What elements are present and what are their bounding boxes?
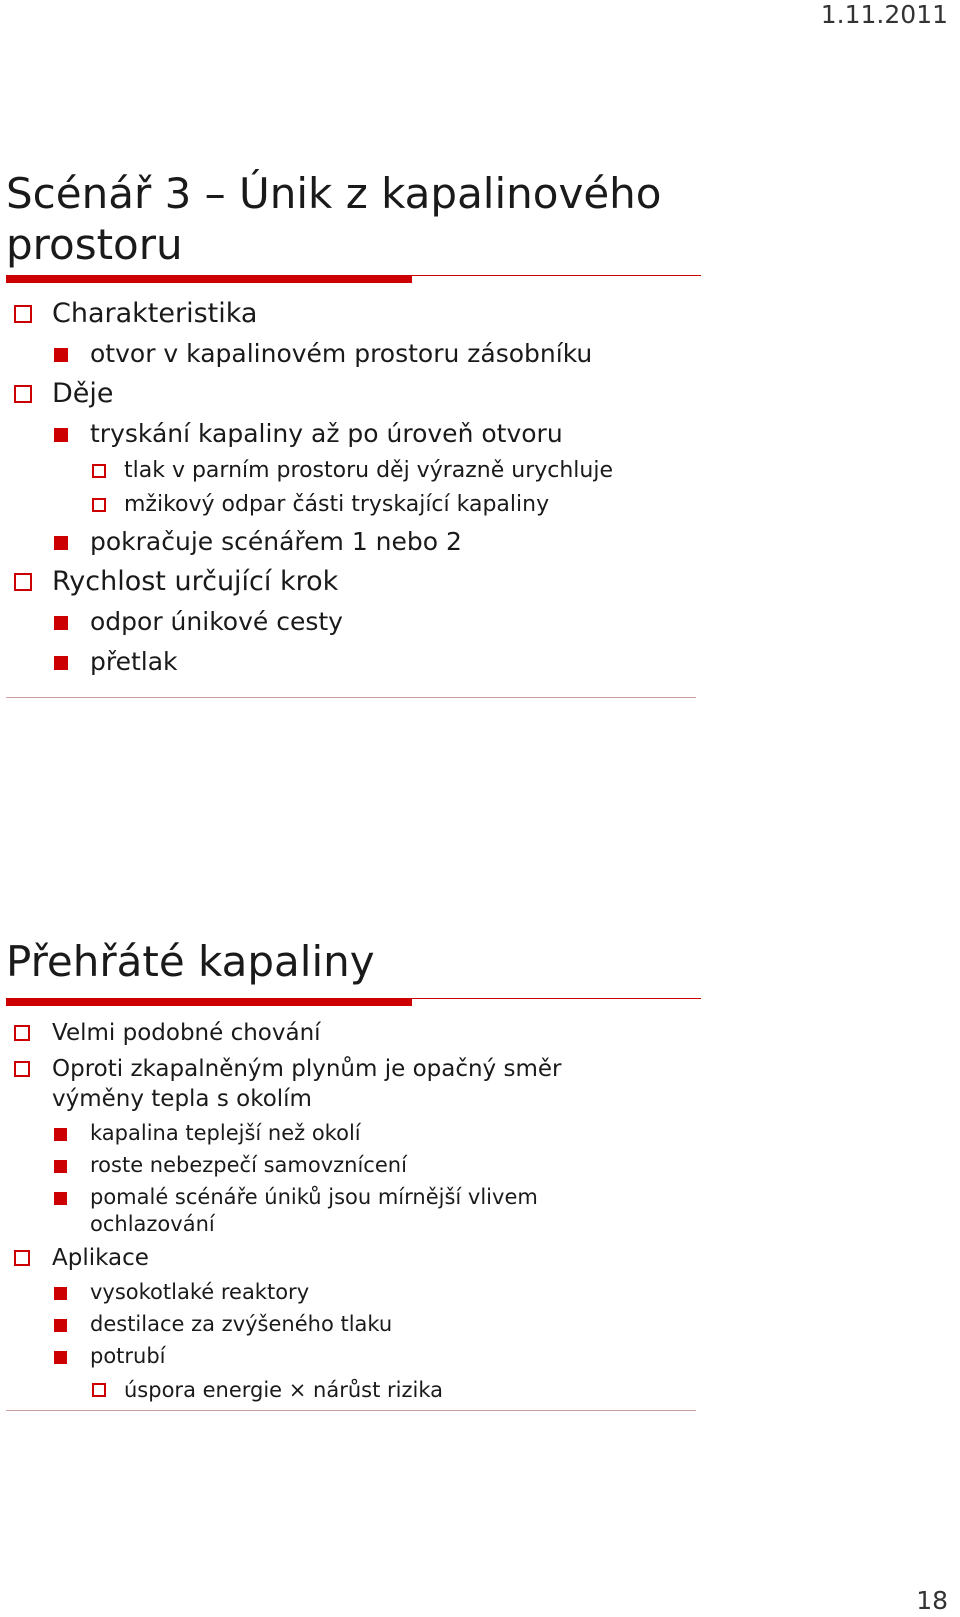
open-square-bullet-icon bbox=[92, 464, 106, 478]
slide1-item bbox=[6, 642, 706, 682]
slide1-title-rule bbox=[6, 275, 701, 283]
slide2-item-text: úspora energie × nárůst rizika bbox=[124, 1378, 444, 1402]
slide1-item-text: odpor únikové cesty bbox=[90, 607, 343, 636]
slide2-bottom-divider bbox=[6, 1410, 696, 1411]
filled-square-bullet-icon bbox=[54, 656, 68, 670]
slide1-item-text: přetlak bbox=[90, 647, 178, 676]
slide1-item-text: Děje bbox=[52, 378, 114, 409]
slide2-item bbox=[6, 1343, 606, 1370]
slide1-item bbox=[6, 454, 706, 488]
slide1-item-text: otvor v kapalinovém prostoru zásobníku bbox=[90, 339, 593, 368]
slide2-bullet-list bbox=[6, 1018, 606, 1405]
filled-square-bullet-icon bbox=[54, 428, 68, 442]
filled-square-bullet-icon bbox=[54, 1160, 67, 1173]
slide2-item-text: Oproti zkapalněným plynům je opačný směr výměny tepla s okolím bbox=[52, 1056, 562, 1112]
open-square-bullet-icon bbox=[14, 1250, 30, 1266]
filled-square-bullet-icon bbox=[54, 536, 68, 550]
slide2-item bbox=[6, 1311, 606, 1338]
slide1-item bbox=[6, 488, 706, 522]
open-square-bullet-icon bbox=[92, 498, 106, 512]
slide2-item bbox=[6, 1018, 606, 1048]
slide1-title-line1: Scénář 3 – Únik z kapalinového bbox=[6, 169, 662, 218]
slide1-item-text: mžikový odpar části tryskající kapaliny bbox=[124, 492, 550, 517]
slide2-item bbox=[6, 1184, 606, 1238]
slide1-title bbox=[6, 168, 661, 270]
slide1-item-text: tryskání kapaliny až po úroveň otvoru bbox=[90, 419, 563, 448]
open-square-bullet-icon bbox=[92, 1383, 106, 1397]
slide2-item bbox=[6, 1054, 606, 1114]
slide1-item bbox=[6, 334, 706, 374]
slide1-item bbox=[6, 414, 706, 454]
date-label: 1.11.2011 bbox=[820, 0, 948, 29]
slide1-bullet-list bbox=[6, 294, 706, 682]
slide1-item-text: Rychlost určující krok bbox=[52, 566, 339, 597]
filled-square-bullet-icon bbox=[54, 1287, 67, 1300]
open-square-bullet-icon bbox=[14, 1061, 30, 1077]
slide1-item-text: pokračuje scénářem 1 nebo 2 bbox=[90, 527, 462, 556]
slide2-item-text: vysokotlaké reaktory bbox=[90, 1280, 310, 1304]
filled-square-bullet-icon bbox=[54, 1319, 67, 1332]
open-square-bullet-icon bbox=[14, 305, 32, 323]
filled-square-bullet-icon bbox=[54, 1351, 67, 1364]
slide2-title-rule bbox=[6, 998, 701, 1006]
page-number: 18 bbox=[916, 1586, 948, 1615]
slide2-item-text: Velmi podobné chování bbox=[52, 1020, 321, 1046]
slide2-item-text: potrubí bbox=[90, 1344, 166, 1368]
slide1-item bbox=[6, 562, 706, 602]
open-square-bullet-icon bbox=[14, 1025, 30, 1041]
slide2-item bbox=[6, 1243, 606, 1273]
slide2-item bbox=[6, 1279, 606, 1306]
slide1-item-text: Charakteristika bbox=[52, 298, 258, 329]
slide1-item-text: tlak v parním prostoru děj výrazně urychluje bbox=[124, 458, 614, 483]
slide2-item bbox=[6, 1152, 606, 1179]
filled-square-bullet-icon bbox=[54, 1192, 67, 1205]
slide1-item bbox=[6, 294, 706, 334]
slide2-item bbox=[6, 1375, 606, 1405]
slide2-item-text: pomalé scénáře úniků jsou mírnější vlivem ochlazování bbox=[90, 1185, 538, 1236]
open-square-bullet-icon bbox=[14, 573, 32, 591]
slide2-item-text: Aplikace bbox=[52, 1245, 149, 1271]
filled-square-bullet-icon bbox=[54, 616, 68, 630]
slide2-item-text: destilace za zvýšeného tlaku bbox=[90, 1312, 393, 1336]
slide2-item bbox=[6, 1120, 606, 1147]
filled-square-bullet-icon bbox=[54, 348, 68, 362]
slide1-item bbox=[6, 522, 706, 562]
slide1-item bbox=[6, 374, 706, 414]
slide2-item-text: kapalina teplejší než okolí bbox=[90, 1121, 361, 1145]
open-square-bullet-icon bbox=[14, 385, 32, 403]
slide2-item-text: roste nebezpečí samovznícení bbox=[90, 1153, 407, 1177]
filled-square-bullet-icon bbox=[54, 1128, 67, 1141]
slide1-title-line2: prostoru bbox=[6, 220, 183, 270]
slide1-bottom-divider bbox=[6, 697, 696, 698]
slide1-item bbox=[6, 602, 706, 642]
slide2-title: Přehřáté kapaliny bbox=[6, 937, 375, 986]
